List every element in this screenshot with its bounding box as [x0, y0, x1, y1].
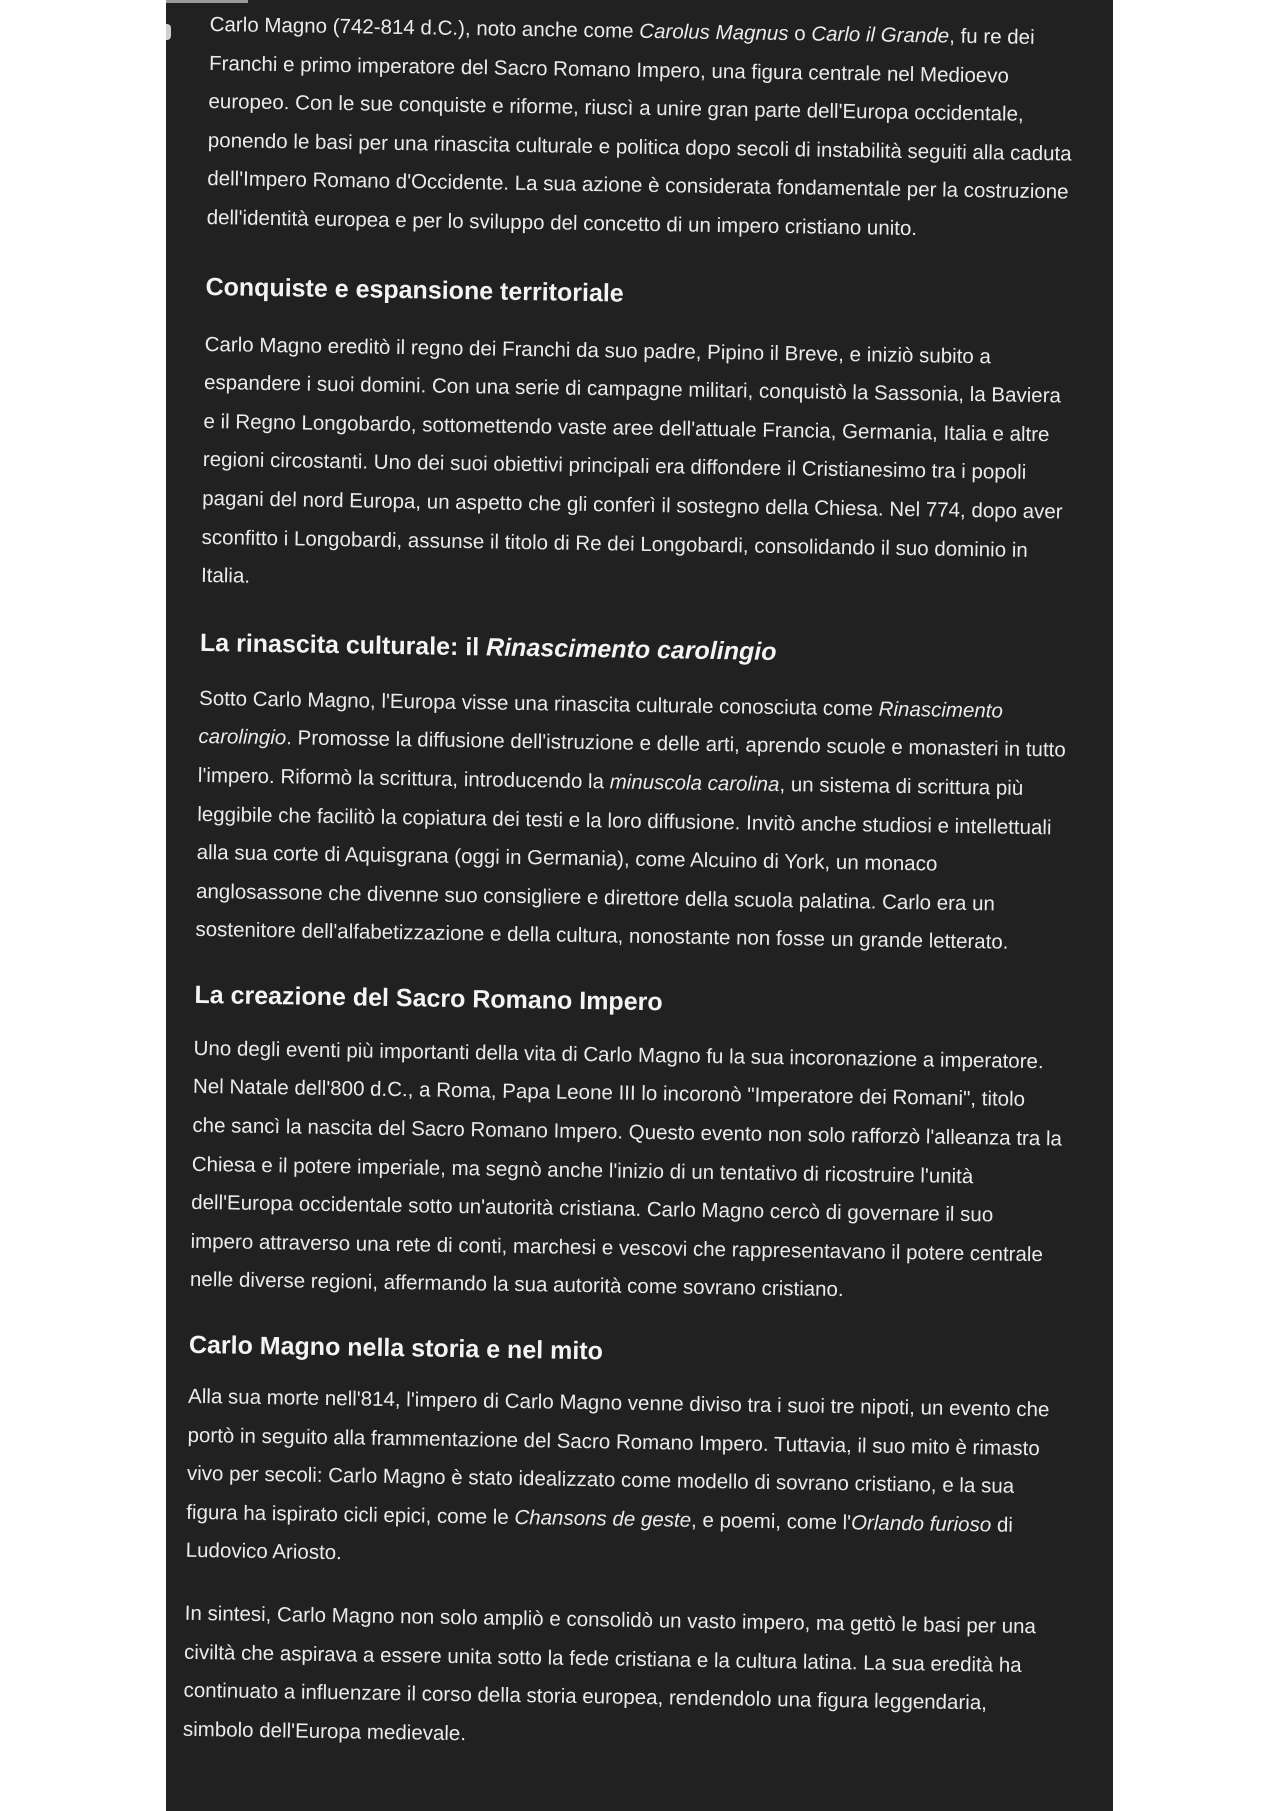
mito-text-1: Alla sua morte nell'814, l'impero di Carlo Magno venne diviso tra i suoi tre nipoti, un evento che portò in seguito alla frammentazione del Sacro Romano Impero. Tuttavia, il suo mito è rimasto vivo per secoli: Carlo Magno è stato idealizzato come modello di sovrano cristiano, e la sua figura ha ispirato cicli epici, come le: [186, 1384, 1050, 1529]
heading-rinascita-text: La rinascita culturale: il: [199, 628, 487, 662]
intro-em-carlo-grande: Carlo il Grande: [811, 22, 950, 48]
paragraph-sacro-romano-impero: Uno degli eventi più importanti della vita di Carlo Magno fu la sua incoronazione a imperatore. Nel Natale dell'800 d.C., a Roma, Papa Leone III lo incoronò "Imperatore dei Romani", titolo che sancì la nascita del Sacro Romano Impero. Questo evento non solo rafforzò l'alleanza tra la Chiesa e il potere imperiale, ma segnò anche l'inizio di un tentativo di ricostruire l'unità dell'Europa occidentale sotto un'autorità cristiana. Carlo Magno cercò di governare il suo impero attraverso una rete di conti, marchesi e vescovi che rappresentavano il potere centrale nelle diverse regioni, affermando la sua autorità come sovrano cristiano.: [189, 1036, 1063, 1302]
heading-rinascita: [200, 626, 1070, 674]
intro-paragraph: [206, 6, 1080, 251]
rinascita-text-2: . Promosse la diffusione dell'istruzione e delle arti, aprendo scuole e monasteri in tutto l'impero. Riformò la scrittura, introducendo la: [197, 726, 1066, 794]
mito-text-2: , e poemi, come l': [690, 1508, 852, 1535]
paragraph-rinascita: [195, 680, 1069, 964]
heading-conquiste: Conquiste e espansione territoriale: [205, 272, 624, 308]
heading-storia-mito: Carlo Magno nella storia e nel mito: [188, 1330, 604, 1366]
heading-rinascita-em: Rinascimento carolingio: [485, 633, 777, 666]
rinascita-text-3: , un sistema di scrittura più leggibile che facilitò la copiatura dei testi e la loro diffusione. Invitò anche studiosi e intellettuali alla sua corte di Aquisgrana (oggi in Germania), come Alcuino di York, un monaco anglosassone che divenne suo consigliere e direttore della scuola palatina. Carlo era un sostenitore dell'alfabetizzazione e della cultura, nonostante non fosse un grande letterato.: [195, 772, 1052, 954]
rinascita-em-2: minuscola carolina: [609, 770, 780, 796]
rinascita-text-1: Sotto Carlo Magno, l'Europa visse una rinascita culturale conosciuta come: [198, 686, 879, 721]
summary-paragraph: In sintesi, Carlo Magno non solo ampliò e consolidò un vasto impero, ma gettò le basi per una civiltà che aspirava a essere unita sotto la fede cristiana e la cultura latina. La sua eredità ha continuato a influenzare il corso della storia europea, rendendolo una figura leggendaria, simbolo dell'Europa medievale.: [182, 1601, 1037, 1746]
mito-text-3: di Ludovico Ariosto.: [185, 1513, 1014, 1565]
intro-text-3: , fu re dei Franchi e primo imperatore del Sacro Romano Impero, una figura centrale nel Medioevo europeo. Con le sue conquiste e riforme, riuscì a unire gran parte dell'Europa occidentale, ponendo le basi per una rinascita culturale e politica dopo secoli di instabilità seguiti alla caduta dell'Impero Romano d'Occidente. La sua azione è considerata fondamentale per la costruzione dell'identità europea e per lo sviluppo del concetto di un impero cristiano unito.: [206, 24, 1072, 241]
document-panel: [166, 0, 1113, 1811]
mito-em-orlando: Orlando furioso: [850, 1511, 992, 1537]
intro-em-carolus: Carolus Magnus: [639, 19, 789, 46]
top-edge-line: [166, 0, 248, 3]
rinascita-em-1: Rinascimento carolingio: [198, 697, 1004, 750]
mito-em-chansons: Chansons de geste: [514, 1505, 692, 1532]
edge-handle-icon: [166, 24, 171, 40]
heading-sacro-romano-impero: La creazione del Sacro Romano Impero: [194, 980, 663, 1017]
article-content: [183, 6, 1080, 1763]
intro-text-1: Carlo Magno (742-814 d.C.), noto anche come: [209, 12, 640, 43]
paragraph-conquiste: Carlo Magno ereditò il regno dei Franchi da suo padre, Pipino il Breve, e iniziò subito a espandere i suoi domini. Con una serie di campagne militari, conquistò la Sassonia, la Baviera e il Regno Longobardo, sottomettendo vaste aree dell'attuale Francia, Germania, Italia e altre regioni circostanti. Uno dei suoi obiettivi principali era diffondere il Cristianesimo tra i popoli pagani del nord Europa, un aspetto che gli conferì il sostegno della Chiesa. Nel 774, dopo aver sconfitto i Longobardi, assunse il titolo di Re dei Longobardi, consolidando il suo dominio in Italia.: [200, 332, 1063, 588]
paragraph-storia-mito: [185, 1378, 1058, 1585]
intro-text-2: o: [788, 22, 812, 46]
